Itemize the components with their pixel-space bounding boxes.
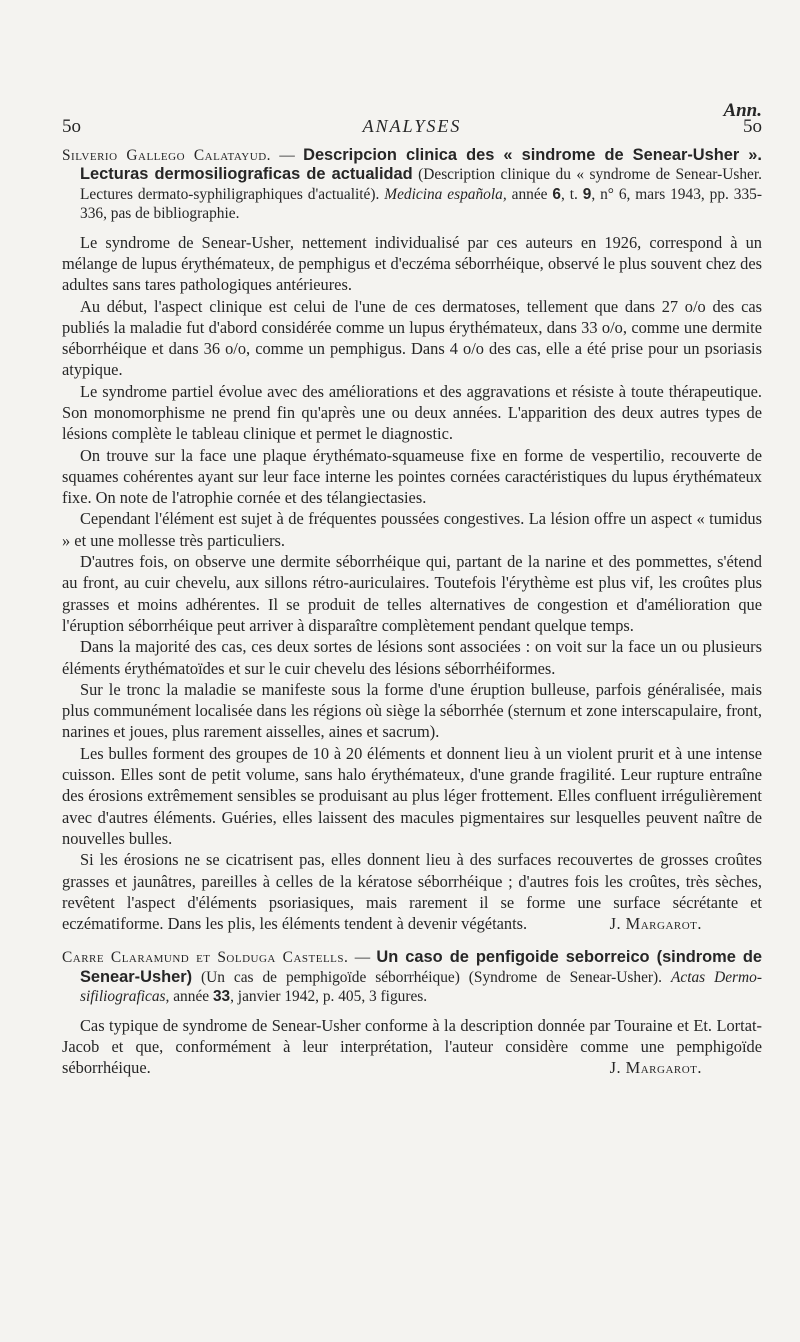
article-1-authors: Silverio Gallego Calatayud. xyxy=(62,147,271,164)
article-1-signature: J. Margarot. xyxy=(609,914,702,934)
article-1-title: Descripcion clinica des « sindrome de Senear-Usher ». Lecturas dermosiliograficas de actualidad xyxy=(80,146,762,184)
article-1-paragraph: D'autres fois, on observe une dermite séborrhéique qui, partant de la narine et des pommettes, s'étend au front, au cuir chevelu, aux sillons rétro-auriculaires. Toutefois l'érythème est plus vif, les croûtes plus grasses et moins adhérentes. Il se produit de telles alternatives de congestion et d'amélioration que l'éruption séborrhéique peut arriver à disparaître complètement pendant quelque temps. xyxy=(62,552,762,635)
article-2-journal: Actas Dermo-sifiliograficas, xyxy=(80,968,762,1006)
article-2-title: Un caso de penfigoide seborreico (sindrome de Senear-Usher) xyxy=(80,948,763,986)
article-2-authors: Carre Claramund et Solduga Castells. xyxy=(62,949,349,967)
article-2-paragraph xyxy=(62,1015,762,1079)
article-1-description: (Description clinique du « syndrome de Senear-Usher. Lectures dermato-syphiligraphiques d'actualité). xyxy=(80,166,762,203)
running-header xyxy=(62,116,762,138)
article-2-text: Cas typique de syndrome de Senear-Usher conforme à la description donnée par Touraine et Et. Lortat-Jacob et que, conformément à leur interprétation, l'auteur considère comme une pemphigoïde séborrhéique. xyxy=(62,1015,762,1078)
article-1-paragraph: On trouve sur la face une plaque érythémato-squameuse fixe en forme de vespertilio, recouverte de squames cohérentes ayant sur leur face interne les pointes cornées caractéristiques du lupus érythémateux fixe. On note de l'atrophie cornée et des télangiectasies. xyxy=(62,445,762,508)
page-content xyxy=(62,146,762,1079)
article-2-signature: J. Margarot. xyxy=(609,1058,702,1078)
article-1-journal: Medicina española, xyxy=(384,185,507,203)
article-1-reference: Silverio Gallego Calatayud. — Descripcion clinica des « sindrome de Senear-Usher ». Lecturas dermosiliograficas de actualidad (Description clinique du « syndrome de Senear-Usher. Lectures dermato-syphiligraphiques d'actualité). Medicina española, année 6, t. 9, n° 6, mars 1943, pp. 335-336, pas de bibliographie. xyxy=(62,146,762,223)
article-1-paragraph: Le syndrome de Senear-Usher, nettement individualisé par ces auteurs en 1926, correspond à un mélange de lupus érythémateux, de pemphigus et d'eczéma séborrhéique, observé le plus souvent chez des adultes sans tares pathologiques antérieures. xyxy=(62,232,762,295)
article-1-paragraph: Sur le tronc la maladie se manifeste sous la forme d'une éruption bulleuse, parfois généralisée, mais plus communément localisée dans les régions où siège la séborrhée (sternum et zone interscapulaire, front, narines et joues, plus rarement aisselles, aines et sacrum). xyxy=(62,679,762,742)
article-1-pages: , n° 6, mars 1943, pp. 335-336, pas de bibliographie. xyxy=(80,185,762,223)
article-2-year: 33 xyxy=(212,988,231,1006)
article-1-year: 6 xyxy=(552,185,561,203)
article-1-paragraph: Cependant l'élément est sujet à de fréquentes poussées congestives. La lésion offre un aspect « tumidus » et une mollesse très particuliers. xyxy=(62,509,762,550)
article-1-paragraph xyxy=(62,849,762,934)
article-1-paragraph: Les bulles forment des groupes de 10 à 20 éléments et donnent lieu à un violent prurit et à une intense cuisson. Elles sont de petit volume, sans halo érythémateux, d'une grande fragilité. Leur rupture entraîne des érosions extrêmement sensibles se produisant au plus léger frottement. Elles confluent irrégulièrement avec d'autres éléments. Guéries, elles laissent des macules pigmentaires sur lesquelles peuvent naître de nouvelles bulles. xyxy=(62,743,762,848)
article-2-description: (Un cas de pemphigoïde séborrhéique) (Syndrome de Senear-Usher). xyxy=(192,968,671,986)
running-title: ANALYSES xyxy=(362,116,462,136)
header-ann: Ann. xyxy=(723,100,762,121)
article-2-pages: , janvier 1942, p. 405, 3 figures. xyxy=(230,988,428,1006)
article-2-reference: Carre Claramund et Solduga Castells. — Un caso de penfigoide seborreico (sindrome de Senear-Usher) (Un cas de pemphigoïde séborrhéique) (Syndrome de Senear-Usher). Actas Dermo-sifiliograficas, année 33, janvier 1942, p. 405, 3 figures. xyxy=(62,948,763,1006)
article-1-paragraph: Dans la majorité des cas, ces deux sortes de lésions sont associées : on voit sur la face un ou plusieurs éléments érythématoïdes et sur le cuir chevelu des lésions séborrhéiformes. xyxy=(62,637,762,678)
article-separator xyxy=(62,934,762,948)
article-1-paragraph: Le syndrome partiel évolue avec des améliorations et des aggravations et résiste à toute thérapeutique. Son monomorphisme ne prend fin qu'après une ou deux années. L'apparition des deux autres types de lésions complète le tableau clinique et permet le diagnostic. xyxy=(62,381,762,444)
article-1-volume: 9 xyxy=(582,185,592,203)
page-number-left: 5o xyxy=(62,116,81,137)
article-1-paragraph: Au début, l'aspect clinique est celui de l'une de ces dermatoses, tellement que dans 27 o/o des cas publiés la maladie fut d'abord considérée comme un lupus érythémateux, dans 33 o/o, comme une dermite séborrhéique et dans 36 o/o, comme un pemphigus. Dans 4 o/o des cas, elle a été prise pour un psoriasis atypique. xyxy=(62,296,762,380)
page-number-right: 5o xyxy=(743,116,762,137)
article-1-last-paragraph-text: Si les érosions ne se cicatrisent pas, elles donnent lieu à des surfaces recouvertes de grosses croûtes grasses et jaunâtres, pareilles à celles de la kératose séborrhéique ; d'autres fois les croûtes, très sèches, revêtent l'aspect d'éléments psoriasiques, mais rarement il se forme une surface sécrétante et eczématiforme. Dans les plis, les éléments tendent à devenir végétants. xyxy=(62,850,762,934)
